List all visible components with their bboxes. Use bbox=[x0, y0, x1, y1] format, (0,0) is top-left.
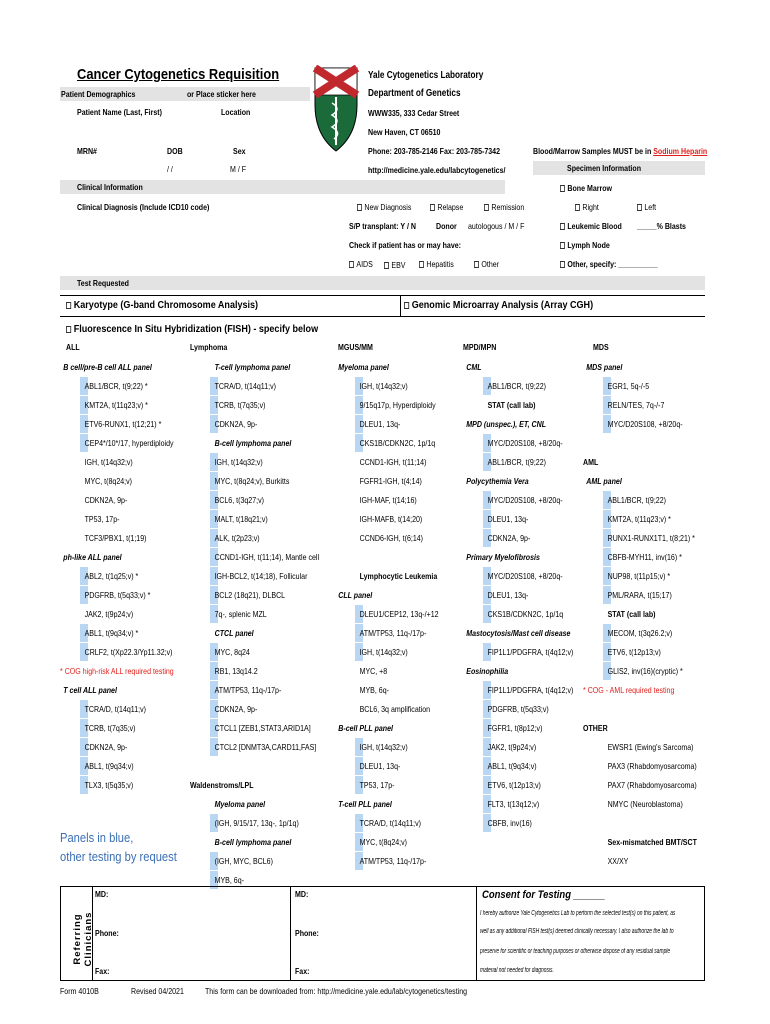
col2-item[interactable]: CDKN2A, 9p- bbox=[214, 704, 258, 714]
col1-item[interactable]: ph-like ALL panel bbox=[63, 552, 122, 562]
col4-item[interactable]: Polycythemia Vera bbox=[466, 476, 529, 486]
col2-item[interactable]: Waldenstroms/LPL bbox=[190, 780, 254, 790]
col4-item[interactable]: FIP1L1/PDGFRA, t(4q12;v) bbox=[487, 685, 574, 695]
col2-item[interactable]: ALK, t(2p23;v) bbox=[214, 533, 260, 543]
md-label-2[interactable]: MD: bbox=[295, 889, 309, 899]
all-column bbox=[60, 358, 199, 795]
mgus-column bbox=[335, 358, 461, 871]
phone-fax: Phone: 203-785-2146 Fax: 203-785-7342 bbox=[368, 146, 501, 156]
col2-item[interactable]: Myeloma panel bbox=[214, 799, 266, 809]
new-diagnosis-check[interactable]: New Diagnosis bbox=[357, 202, 411, 213]
patient-section-title: Patient Demographics bbox=[61, 89, 136, 99]
form-number: Form 4010B bbox=[60, 986, 99, 996]
col3-item[interactable]: TP53, 17p- bbox=[359, 780, 395, 790]
col3-item[interactable]: T-cell PLL panel bbox=[338, 799, 392, 809]
col4-item[interactable]: MPD (unspec.), ET, CNL bbox=[466, 419, 547, 429]
col5-item[interactable]: XX/XY bbox=[607, 856, 629, 866]
fax-label-1[interactable]: Fax: bbox=[95, 966, 110, 976]
col2-item[interactable]: MALT, t(18q21;v) bbox=[214, 514, 268, 524]
col5-item[interactable]: Sex-mismatched BMT/SCT bbox=[607, 837, 697, 847]
md-label-1[interactable]: MD: bbox=[95, 889, 109, 899]
col2-item[interactable]: ATM/TP53, 11q-/17p- bbox=[214, 685, 282, 695]
col1-item[interactable]: PDGFRB, t(5q33;v) * bbox=[84, 590, 151, 600]
col1-item[interactable]: B cell/pre-B cell ALL panel bbox=[63, 362, 152, 372]
col5-item[interactable]: CBFB-MYH11, inv(16) * bbox=[607, 552, 682, 562]
lab-url: http://medicine.yale.edu/labcytogenetics/ bbox=[368, 165, 506, 175]
col5-item[interactable]: PAX7 (Rhabdomyosarcoma) bbox=[607, 780, 697, 790]
col3-item[interactable]: CKS1B/CDKN2C, 1p/1q bbox=[359, 438, 436, 448]
col1-item[interactable]: ABL1/BCR, t(9;22) * bbox=[84, 381, 148, 391]
col1-item[interactable]: CDKN2A, 9p- bbox=[84, 495, 128, 505]
address-line2: New Haven, CT 06510 bbox=[368, 127, 441, 137]
dob-value[interactable]: / / bbox=[167, 164, 173, 174]
col5-item[interactable]: ABL1/BCR, t(9;22) bbox=[607, 495, 666, 505]
col1-item[interactable]: IGH, t(14q32;v) bbox=[84, 457, 133, 467]
col3-item[interactable]: DLEU1/CEP12, 13q-/+12 bbox=[359, 609, 439, 619]
col4-item[interactable]: ABL1/BCR, t(9;22) bbox=[487, 381, 546, 391]
col1-item[interactable]: CEP4*/10*/17, hyperdiploidy bbox=[84, 438, 174, 448]
col3-item[interactable]: Myeloma panel bbox=[338, 362, 389, 372]
dob-label: DOB bbox=[167, 146, 183, 156]
col3-item bbox=[335, 548, 439, 567]
col5-item[interactable]: MDS panel bbox=[586, 362, 623, 372]
consent-title[interactable]: Consent for Testing ______ bbox=[482, 889, 606, 901]
phone-label-1[interactable]: Phone: bbox=[95, 928, 119, 938]
mrn-label: MRN# bbox=[77, 146, 97, 156]
col4-item[interactable]: CML bbox=[466, 362, 482, 372]
col4-item[interactable]: MYC/D20S108, +8/20q- bbox=[487, 438, 563, 448]
col3-item[interactable]: CCND1-IGH, t(11;14) bbox=[359, 457, 427, 467]
col-mgus-head: MGUS/MM bbox=[338, 342, 373, 352]
referring-clinicians-label: Referring Clinicians bbox=[72, 911, 94, 967]
consent-line3: preserve for scientific or teaching purposes or otherwise dispose of any residual sample bbox=[480, 948, 671, 955]
col2-item[interactable]: TCRA/D, t(14q11;v) bbox=[214, 381, 276, 391]
col5-item[interactable]: ETV6, t(12p13;v) bbox=[607, 647, 661, 657]
col5-item bbox=[583, 814, 697, 833]
consent-line2: well as any additional FISH test(s) deemed clinically necessary. I also authorize the lab to bbox=[480, 928, 674, 935]
col5-item[interactable]: AML panel bbox=[586, 476, 622, 486]
clinical-section-title: Clinical Information bbox=[77, 182, 143, 192]
col1-item[interactable]: ABL1, t(9q34;v) bbox=[84, 761, 134, 771]
col5-item[interactable]: EWSR1 (Ewing's Sarcoma) bbox=[607, 742, 694, 752]
col1-item[interactable]: TCF3/PBX1, t(1;19) bbox=[84, 533, 147, 543]
col5-item[interactable]: NMYC (Neuroblastoma) bbox=[607, 799, 683, 809]
col3-item[interactable]: B-cell PLL panel bbox=[338, 723, 393, 733]
col3-item[interactable]: BCL6, 3q amplification bbox=[359, 704, 431, 714]
col4-item[interactable]: FIP1L1/PDGFRA, t(4q12;v) bbox=[487, 647, 574, 657]
check-label: Check if patient has or may have: bbox=[349, 240, 462, 250]
col2-item bbox=[190, 757, 319, 776]
patient-name-label: Patient Name (Last, First) bbox=[77, 107, 162, 117]
col5-item[interactable]: GLIS2, inv(16)(cryptic) * bbox=[607, 666, 683, 676]
specimen-section-title: Specimen Information bbox=[567, 163, 642, 173]
col2-item[interactable]: B-cell lymphoma panel bbox=[214, 837, 292, 847]
col4-item[interactable]: MYC/D20S108, +8/20q- bbox=[487, 495, 563, 505]
col3-item[interactable]: FGFR1-IGH, t(4;14) bbox=[359, 476, 422, 486]
col2-item[interactable]: CCND1-IGH, t(11;14), Mantle cell bbox=[214, 552, 320, 562]
col2-item[interactable]: (IGH, MYC, BCL6) bbox=[214, 856, 273, 866]
col1-item[interactable]: TP53, 17p- bbox=[84, 514, 120, 524]
department: Department of Genetics bbox=[368, 88, 461, 99]
lab-name: Yale Cytogenetics Laboratory bbox=[368, 70, 484, 81]
col5-item[interactable]: AML bbox=[583, 457, 599, 467]
col1-item[interactable]: TCRA/D, t(14q11;v) bbox=[84, 704, 146, 714]
lymph-node-check[interactable]: Lymph Node bbox=[560, 240, 610, 251]
sticker-note: or Place sticker here bbox=[187, 89, 256, 99]
sex-value[interactable]: M / F bbox=[230, 164, 247, 174]
col4-item[interactable]: MYC/D20S108, +8/20q- bbox=[487, 571, 563, 581]
col3-item[interactable]: DLEU1, 13q- bbox=[359, 761, 401, 771]
col5-item bbox=[583, 700, 697, 719]
col2-item[interactable]: T-cell lymphoma panel bbox=[214, 362, 291, 372]
col5-item[interactable]: OTHER bbox=[583, 723, 608, 733]
mpd-column bbox=[463, 358, 598, 833]
right-check[interactable]: Right bbox=[575, 202, 599, 213]
consent-line1: I hereby authorize Yale Cytogenetics Lab to perform the selected test(s) on this patient, as bbox=[480, 910, 676, 917]
col2-item[interactable]: BCL6, t(3q27;v) bbox=[214, 495, 264, 505]
karyotype-check[interactable]: Karyotype (G-band Chromosome Analysis) bbox=[66, 299, 258, 311]
col3-item[interactable]: CLL panel bbox=[338, 590, 373, 600]
tests-header-bar bbox=[60, 276, 705, 290]
col3-item[interactable]: IGH, t(14q32;v) bbox=[359, 647, 408, 657]
col-lymphoma-head: Lymphoma bbox=[190, 342, 228, 352]
revised-date: Revised 04/2021 bbox=[131, 986, 184, 996]
col3-item[interactable]: CCND6-IGH, t(6;14) bbox=[359, 533, 424, 543]
col3-item[interactable]: Lymphocytic Leukemia bbox=[359, 571, 438, 581]
left-check[interactable]: Left bbox=[637, 202, 656, 213]
col3-item[interactable]: IGH, t(14q32;v) bbox=[359, 381, 408, 391]
col2-item[interactable]: CTCL panel bbox=[214, 628, 254, 638]
col4-item[interactable]: ETV6, t(12p13;v) bbox=[487, 780, 541, 790]
col-mpd-head: MPD/MPN bbox=[463, 342, 497, 352]
col5-item[interactable]: KMT2A, t(11q23;v) * bbox=[607, 514, 671, 524]
col2-item[interactable]: TCRB, t(7q35;v) bbox=[214, 400, 266, 410]
download-url: This form can be downloaded from: http://medicine.yale.edu/lab/cytogenetics/testing bbox=[205, 986, 468, 996]
heparin-note: Blood/Marrow Samples MUST be in Sodium Heparin bbox=[533, 146, 708, 156]
ebv-check[interactable]: EBV bbox=[384, 260, 405, 271]
col5-item[interactable]: RUNX1-RUNX1T1, t(8;21) * bbox=[607, 533, 695, 543]
mds-column bbox=[583, 358, 722, 871]
col4-item[interactable]: DLEU1, 13q- bbox=[487, 590, 529, 600]
panels-note-1: Panels in blue, bbox=[60, 830, 134, 845]
fax-label-2[interactable]: Fax: bbox=[295, 966, 310, 976]
col1-item[interactable]: TLX3, t(5q35;v) bbox=[84, 780, 134, 790]
col2-item[interactable]: CTCL1 [ZEB1,STAT3,ARID1A] bbox=[214, 723, 311, 733]
col4-item[interactable]: CKS1B/CDKN2C, 1p/1q bbox=[487, 609, 564, 619]
col4-item[interactable]: ABL1, t(9q34;v) bbox=[487, 761, 537, 771]
diagnosis-label: Clinical Diagnosis (Include ICD10 code) bbox=[77, 202, 210, 212]
col3-item[interactable]: TCRA/D, t(14q11;v) bbox=[359, 818, 421, 828]
col1-item[interactable]: CRLF2, t(Xp22.3/Yp11.32;v) bbox=[84, 647, 173, 657]
col2-item[interactable]: MYB, 6q- bbox=[214, 875, 244, 885]
tests-section-title: Test Requested bbox=[77, 278, 129, 288]
col4-item[interactable]: JAK2, t(9p24;v) bbox=[487, 742, 537, 752]
aids-check[interactable]: AIDS bbox=[349, 259, 373, 270]
remission-check[interactable]: Remission bbox=[484, 202, 524, 213]
other-check[interactable]: Other bbox=[474, 259, 499, 270]
col3-item[interactable]: ATM/TP53, 11q-/17p- bbox=[359, 856, 427, 866]
col4-item[interactable]: CBFB, inv(16) bbox=[487, 818, 532, 828]
col3-item[interactable]: IGH-MAF, t(14;16) bbox=[359, 495, 417, 505]
donor-options[interactable]: autologous / M / F bbox=[468, 221, 525, 231]
blasts-field[interactable]: _____% Blasts bbox=[637, 221, 686, 231]
col5-item[interactable]: * COG - AML required testing bbox=[583, 685, 675, 695]
col3-item[interactable]: MYB, 6q- bbox=[359, 685, 389, 695]
phone-label-2[interactable]: Phone: bbox=[295, 928, 319, 938]
col2-item[interactable]: BCL2 (18q21), DLBCL bbox=[214, 590, 286, 600]
col4-item[interactable]: Eosinophilia bbox=[466, 666, 509, 676]
col1-item[interactable]: TCRB, t(7q35;v) bbox=[84, 723, 136, 733]
col2-item[interactable]: 7q-, splenic MZL bbox=[214, 609, 267, 619]
location-label: Location bbox=[221, 107, 251, 117]
col5-item[interactable]: PAX3 (Rhabdomyosarcoma) bbox=[607, 761, 697, 771]
col3-item[interactable]: 9/15q17p, Hyperdiploidy bbox=[359, 400, 436, 410]
sex-label: Sex bbox=[233, 146, 246, 156]
col1-item[interactable]: KMT2A, t(11q23;v) * bbox=[84, 400, 148, 410]
col5-item[interactable]: MYC/D20S108, +8/20q- bbox=[607, 419, 683, 429]
col2-item[interactable]: B-cell lymphoma panel bbox=[214, 438, 292, 448]
col1-item[interactable]: T cell ALL panel bbox=[63, 685, 117, 695]
col1-item[interactable]: CDKN2A, 9p- bbox=[84, 742, 128, 752]
col2-item[interactable]: IGH-BCL2, t(14;18), Follicular bbox=[214, 571, 308, 581]
col4-item[interactable]: Primary Myelofibrosis bbox=[466, 552, 540, 562]
col3-item[interactable]: IGH-MAFB, t(14;20) bbox=[359, 514, 423, 524]
col2-item[interactable]: MYC, 8q24 bbox=[214, 647, 250, 657]
col2-item[interactable]: CDKN2A, 9p- bbox=[214, 419, 258, 429]
col4-item[interactable]: DLEU1, 13q- bbox=[487, 514, 529, 524]
col1-item[interactable]: * COG high-risk ALL required testing bbox=[60, 666, 174, 676]
col3-item[interactable]: IGH, t(14q32;v) bbox=[359, 742, 408, 752]
col5-item[interactable]: NUP98, t(11p15;v) * bbox=[607, 571, 671, 581]
col2-item[interactable]: MYC, t(8q24;v), Burkitts bbox=[214, 476, 290, 486]
col3-item[interactable]: DLEU1, 13q- bbox=[359, 419, 401, 429]
lymphoma-column bbox=[190, 358, 347, 890]
sp-transplant[interactable]: S/P transplant: Y / N bbox=[349, 221, 416, 231]
col2-item[interactable]: (IGH, 9/15/17, 13q-, 1p/1q) bbox=[214, 818, 299, 828]
fish-check[interactable]: Fluorescence In Situ Hybridization (FISH) - specify below bbox=[66, 323, 318, 335]
form-title: Cancer Cytogenetics Requisition bbox=[77, 66, 280, 83]
yale-shield-logo bbox=[312, 65, 360, 153]
col3-item[interactable]: MYC, t(8q24;v) bbox=[359, 837, 407, 847]
other-specify-check[interactable]: Other, specify: __________ bbox=[560, 259, 657, 270]
col5-item[interactable]: RELN/TES, 7q-/-7 bbox=[607, 400, 665, 410]
col1-item[interactable]: JAK2, t(9p24;v) bbox=[84, 609, 134, 619]
relapse-check[interactable]: Relapse bbox=[430, 202, 463, 213]
col1-item[interactable]: ABL1, t(9q34;v) * bbox=[84, 628, 139, 638]
col4-item[interactable]: FGFR1, t(8p12;v) bbox=[487, 723, 543, 733]
leukemic-blood-check[interactable]: Leukemic Blood bbox=[560, 221, 622, 232]
col2-item[interactable]: RB1, 13q14.2 bbox=[214, 666, 258, 676]
col-all-head: ALL bbox=[66, 342, 80, 352]
col-mds-head: MDS bbox=[593, 342, 609, 352]
col5-item[interactable]: MECOM, t(3q26.2;v) bbox=[607, 628, 673, 638]
col4-item[interactable]: PDGFRB, t(5q33;v) bbox=[487, 704, 549, 714]
cgh-check[interactable]: Genomic Microarray Analysis (Array CGH) bbox=[404, 299, 593, 311]
col2-item[interactable]: IGH, t(14q32;v) bbox=[214, 457, 263, 467]
col4-item[interactable]: STAT (call lab) bbox=[487, 400, 536, 410]
col5-item[interactable]: STAT (call lab) bbox=[607, 609, 656, 619]
donor-label: Donor bbox=[436, 221, 457, 231]
col5-item[interactable]: PML/RARA, t(15;17) bbox=[607, 590, 672, 600]
col5-item[interactable]: EGR1, 5q-/-5 bbox=[607, 381, 650, 391]
consent-line4: material not needed for diagnosis. bbox=[480, 967, 554, 974]
bone-marrow-check[interactable]: Bone Marrow bbox=[560, 183, 612, 194]
col4-item[interactable]: FLT3, t(13q12;v) bbox=[487, 799, 540, 809]
panels-note-2: other testing by request bbox=[60, 849, 177, 864]
col1-item[interactable]: ABL2, t(1q25;v) * bbox=[84, 571, 139, 581]
col4-item[interactable]: Mastocytosis/Mast cell disease bbox=[466, 628, 571, 638]
col1-item[interactable]: MYC, t(8q24;v) bbox=[84, 476, 132, 486]
address-line1: WWW335, 333 Cedar Street bbox=[368, 108, 460, 118]
col1-item[interactable]: ETV6-RUNX1, t(12;21) * bbox=[84, 419, 162, 429]
col5-item bbox=[583, 434, 697, 453]
col3-item[interactable]: ATM/TP53, 11q-/17p- bbox=[359, 628, 427, 638]
col2-item[interactable]: CTCL2 [DNMT3A,CARD11,FAS] bbox=[214, 742, 317, 752]
col4-item[interactable]: ABL1/BCR, t(9;22) bbox=[487, 457, 546, 467]
hepatitis-check[interactable]: Hepatitis bbox=[419, 259, 454, 270]
col4-item[interactable]: CDKN2A, 9p- bbox=[487, 533, 531, 543]
col3-item[interactable]: MYC, +8 bbox=[359, 666, 388, 676]
